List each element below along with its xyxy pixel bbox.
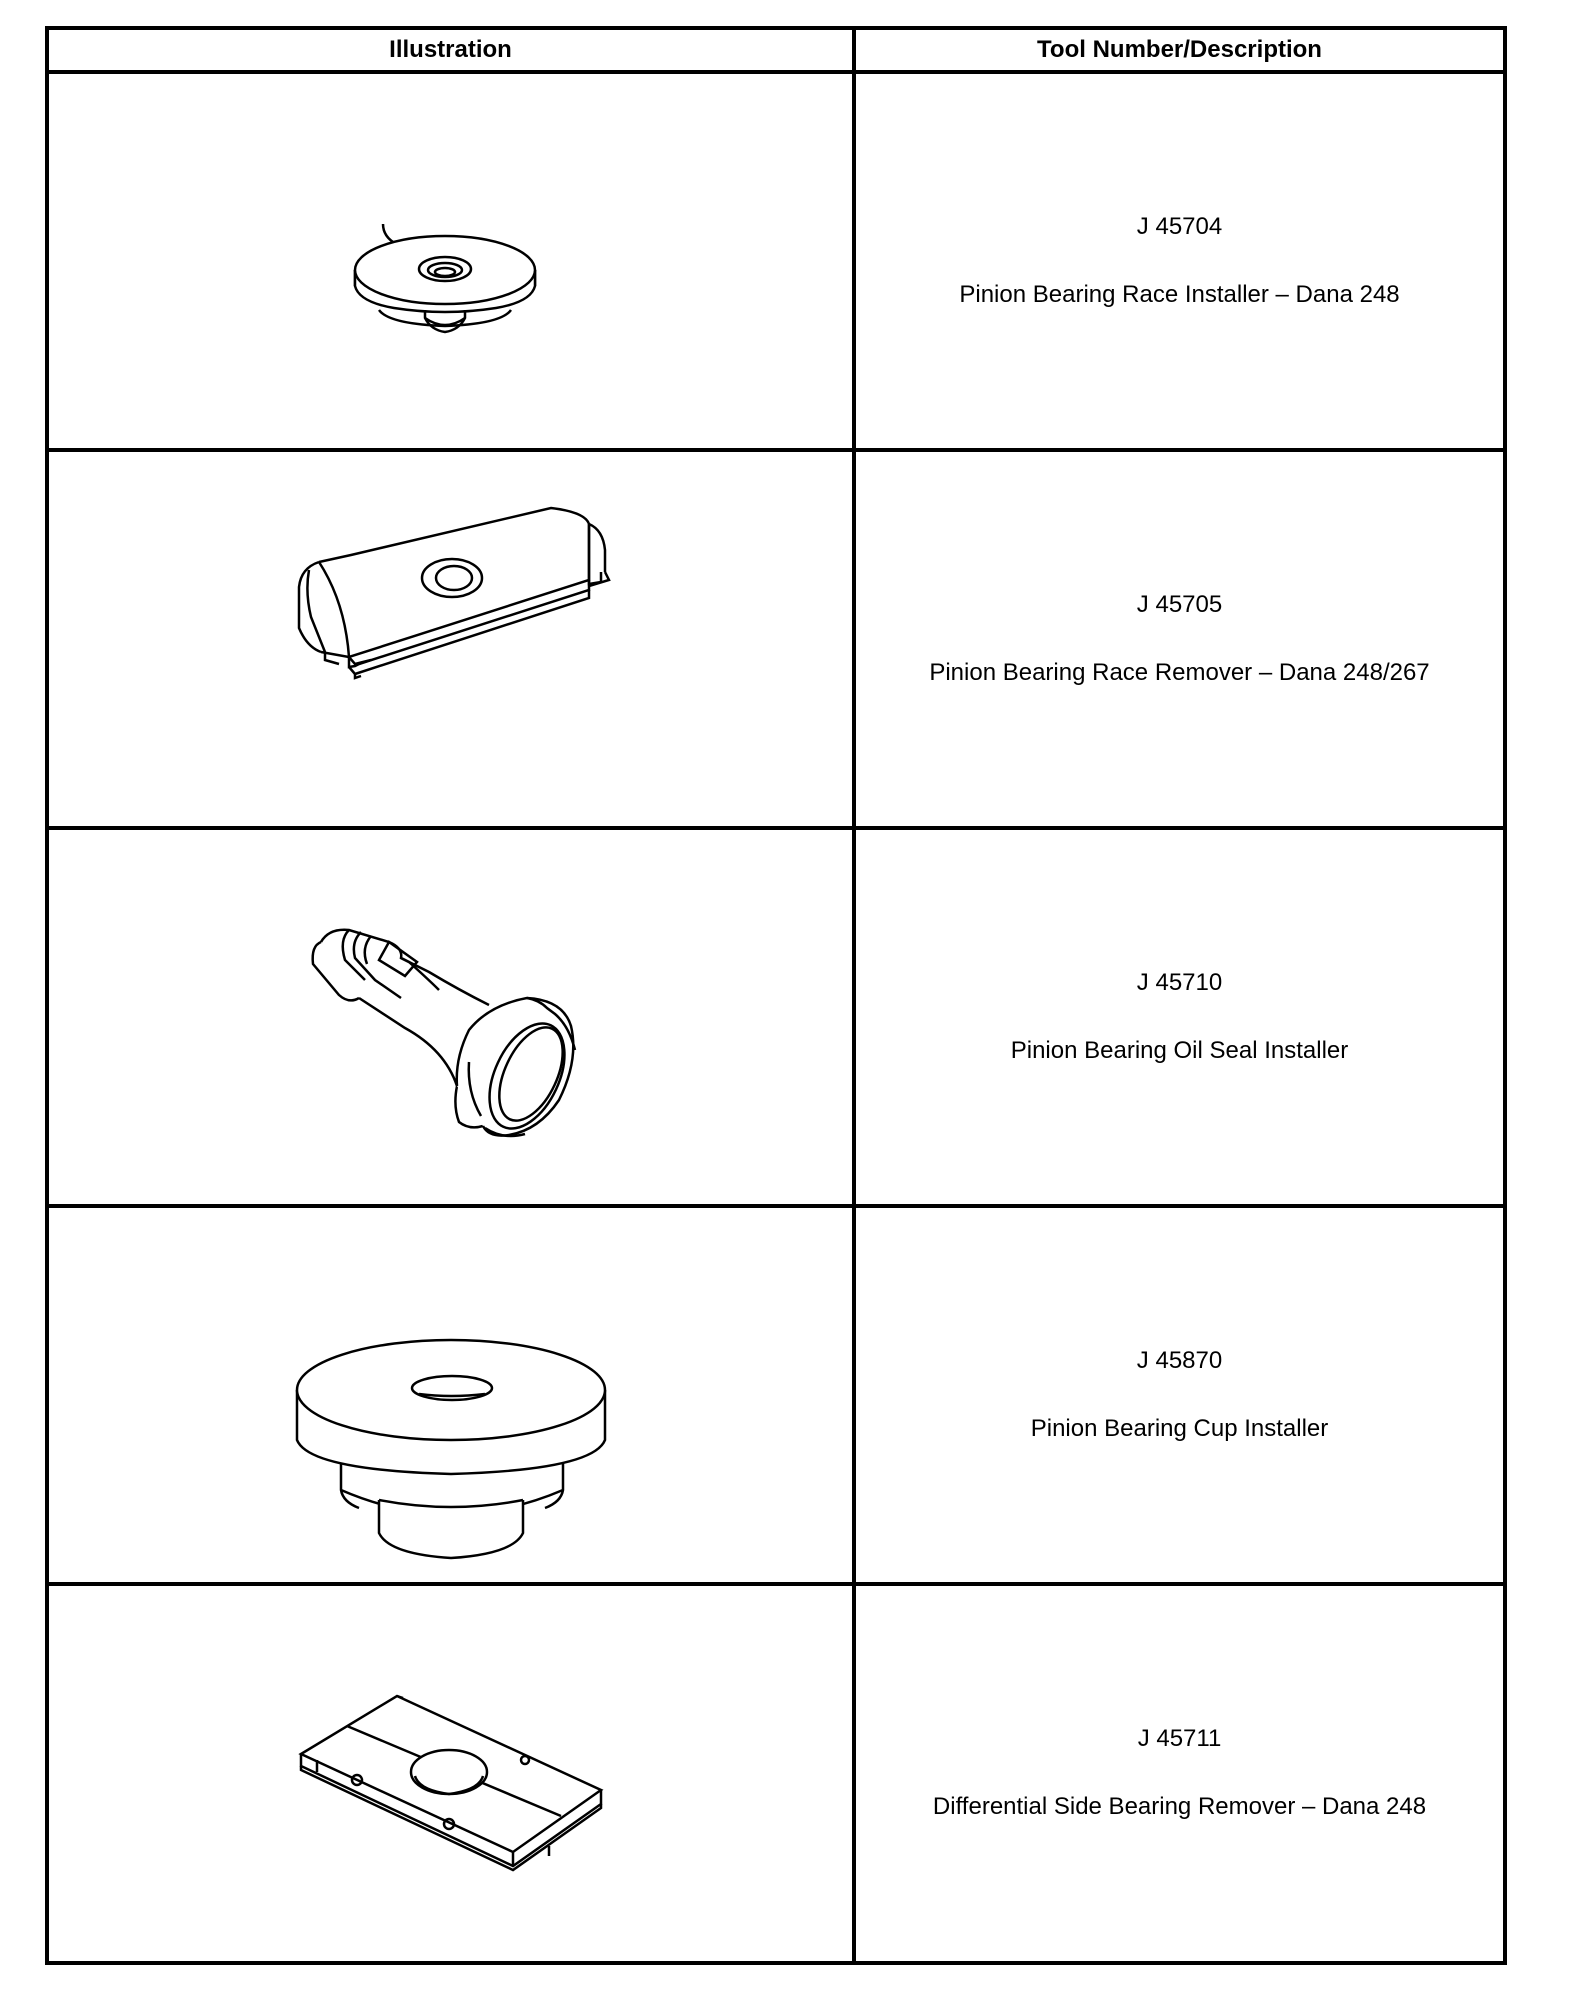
table-row [49,1208,1503,1586]
tool-description-cell [856,1586,1503,1960]
tool-description: Pinion Bearing Race Installer – Dana 248 [959,281,1400,308]
special-tools-table [45,26,1507,1965]
illustration-cell [49,452,852,826]
table-row [49,1586,1503,1960]
illustration-cell [49,74,852,448]
table-header-row [49,30,1503,74]
tool-description: Pinion Bearing Oil Seal Installer [1010,1037,1349,1064]
tool-description-cell [856,1208,1503,1582]
tool-description-cell [856,830,1503,1204]
cup-installer-icon [49,1208,852,1582]
oil-seal-installer-icon [49,830,852,1204]
table-row [49,830,1503,1208]
tool-description-cell [856,452,1503,826]
side-bearing-remover-icon [49,1586,852,1960]
tool-number: J 45870 [1136,1347,1223,1374]
tool-number: J 45710 [1136,969,1223,996]
tool-description: Pinion Bearing Cup Installer [1030,1415,1329,1442]
header-illustration: Illustration [389,36,512,63]
illustration-cell [49,1586,852,1960]
table-row [49,452,1503,830]
race-installer-icon [49,74,852,448]
header-tool-description: Tool Number/Description [1037,36,1322,63]
race-remover-icon [49,452,852,826]
tool-number: J 45711 [1137,1725,1222,1752]
table-row [49,74,1503,452]
tool-description: Pinion Bearing Race Remover – Dana 248/267 [929,659,1430,686]
illustration-cell [49,830,852,1204]
tool-description-cell [856,74,1503,448]
tool-description: Differential Side Bearing Remover – Dana 248 [932,1793,1427,1820]
tool-number: J 45705 [1136,591,1223,618]
tool-number: J 45704 [1136,213,1223,240]
illustration-cell [49,1208,852,1582]
